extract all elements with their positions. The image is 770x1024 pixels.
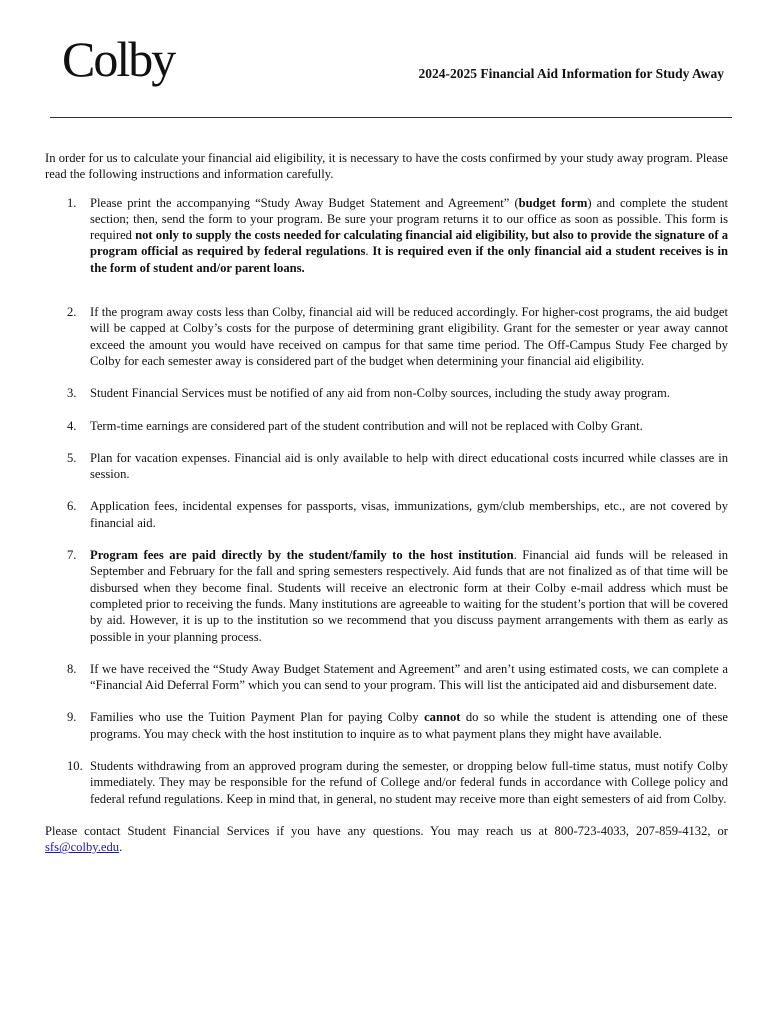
intro-paragraph: In order for us to calculate your financial aid eligibility, it is necessary to have the costs confirmed by your study away program. Please read the following instructions and information carefully.	[45, 151, 728, 182]
item-text: Please print the accompanying “Study Away Budget Statement and Agreement” (budget form) and complete the student section; then, send the form to your program. Be sure your program returns it to our office as soon as possible. This form is required not only to supply the costs needed for calculating financial aid eligibility, but also to provide the signature of a program official as required by federal regulations. It is required even if the only financial aid a student receives is in the form of student and/or parent loans.	[90, 195, 729, 275]
item-text: Students withdrawing from an approved program during the semester, or dropping below full-time status, must notify Colby immediately. They may be responsible for the refund of College and/or federal funds in accordance with College policy and federal refund regulations. Keep in mind that, in general, no student may receive more than eight semesters of aid from Colby.	[90, 759, 728, 806]
bold-text: budget form	[518, 195, 588, 210]
item-number: 5.	[67, 450, 77, 465]
list-item-4	[45, 418, 728, 434]
item-text: Families who use the Tuition Payment Plan for paying Colby cannot do so while the student is attending one of these programs. You may check with the host institution to inquire as to what payment plans they might have available.	[90, 710, 728, 741]
item-text: If the program away costs less than Colby, financial aid will be reduced accordingly. For higher-cost programs, the aid budget will be capped at Colby’s costs for the purpose of determining grant eligibility. Grant for the semester or year away cannot exceed the amount you would have received on campus for that same time period. The Off-Campus Study Fee charged by Colby for each semester away is considered part of the budget when determining your financial aid eligibility.	[90, 305, 728, 368]
item-text: Student Financial Services must be notified of any aid from non-Colby sources, including the study away program.	[90, 386, 670, 401]
list-item-8	[45, 661, 728, 694]
list-item-6	[45, 498, 728, 531]
item-number: 10.	[67, 759, 83, 774]
list-item-3	[45, 385, 728, 401]
item-text: Term-time earnings are considered part of the student contribution and will not be replaced with Colby Grant.	[90, 418, 643, 433]
list-item-1	[45, 195, 728, 276]
document-title: 2024-2025 Financial Aid Information for Study Away	[418, 66, 724, 81]
list-item-2	[45, 304, 728, 369]
item-number: 8.	[67, 661, 77, 676]
list-item-9	[45, 709, 728, 742]
header-divider	[50, 117, 732, 118]
closing-paragraph: Please contact Student Financial Services if you have any questions. You may reach us at 800-723-4033, 207-859-4132, or sfs@colby.edu.	[45, 823, 728, 855]
colby-logo: Colby	[62, 31, 175, 87]
bold-text: not only to supply the costs needed for calculating financial aid eligibility, but also to provide the signature of a program official as required by federal regulations	[90, 228, 729, 259]
instructions-list	[45, 195, 728, 807]
list-item-5	[45, 450, 728, 483]
item-number: 6.	[67, 499, 77, 514]
item-number: 3.	[67, 386, 77, 401]
document-body	[45, 150, 728, 868]
item-number: 1.	[67, 195, 77, 210]
bold-text: cannot	[424, 710, 461, 725]
bold-text: It is required even if the only financial aid a student receives is in the form of student and/or parent loans.	[90, 244, 728, 275]
bold-text: Program fees are paid directly by the student/family to the host institution	[90, 548, 514, 563]
item-text: Application fees, incidental expenses for passports, visas, immunizations, gym/club memberships, etc., are not covered by financial aid.	[90, 499, 728, 530]
item-text: Program fees are paid directly by the student/family to the host institution. Financial aid funds will be released in September and February for the fall and spring semesters respectively. Aid funds that are not finalized as of that time will be disbursed when they become final. Students will receive an electronic form at their Colby e-mail address which must be completed prior to receiving the funds. Many institutions are agreeable to waiting for the student’s portion that will be covered by aid. However, it is up to the institution so we recommend that you discuss payment arrangements with them as early as possible in your planning process.	[90, 548, 728, 644]
list-item-7	[45, 547, 728, 645]
item-number: 4.	[67, 418, 77, 433]
list-item-10	[45, 758, 728, 807]
item-number: 9.	[67, 710, 77, 725]
item-number: 2.	[67, 305, 77, 320]
item-text: If we have received the “Study Away Budget Statement and Agreement” and aren’t using estimated costs, we can complete a “Financial Aid Deferral Form” which you can send to your program. This will list the anticipated aid and disbursement date.	[90, 661, 728, 693]
item-number: 7.	[67, 548, 77, 563]
item-text: Plan for vacation expenses. Financial aid is only available to help with direct educational costs incurred while classes are in session.	[90, 450, 728, 482]
email-link[interactable]: sfs@colby.edu	[45, 840, 120, 855]
